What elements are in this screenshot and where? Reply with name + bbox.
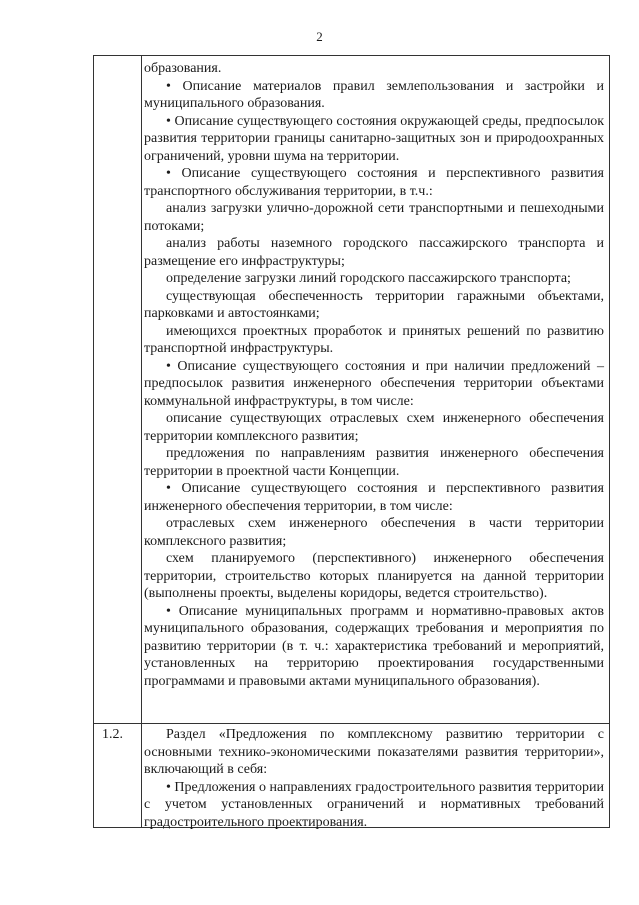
paragraph: определение загрузки линий городского пассажирского транспорта; [166,271,571,286]
paragraph: схем планируемого (перспективного) инженерного обеспечения территории, строительство которых планируется на данной территории (выполнены проекты, выделены коридоры, ведется строительство). [144,551,604,601]
page-number: 2 [316,29,323,44]
paragraph: Раздел «Предложения по комплексному развитию территории с основными технико-экономическими показателями развития территории», включающий в себя: [144,727,604,777]
paragraph: существующая обеспеченность территории гаражными объектами, парковками и автостоянками; [144,288,604,321]
paragraph: • Описание материалов правил землепользования и застройки и муниципального образования. [144,78,604,111]
row2-content [144,726,604,831]
paragraph: предложения по направлениям развития инженерного обеспечения территории в проектной части Концепции. [144,446,604,479]
paragraph: анализ загрузки улично-дорожной сети транспортными и пешеходными потоками; [144,201,604,234]
paragraph: имеющихся проектных проработок и принятых решений по развитию транспортной инфраструктуры. [144,323,604,356]
paragraph: • Описание существующего состояния и при наличии предложений – предпосылок развития инженерного обеспечения территории объектами коммунальной инфраструктуры, в том числе: [144,358,604,409]
row-divider [94,723,609,724]
row1-content [144,60,604,690]
paragraph: • Описание существующего состояния и перспективного развития инженерного обеспечения территории, в том числе: [144,481,604,514]
paragraph: описание существующих отраслевых схем инженерного обеспечения территории комплексного развития; [144,411,604,444]
column-divider [141,56,142,827]
paragraph: • Предложения о направлениях градостроительного развития территории с учетом установленных ограничений и нормативных требований градостроительного проектирования. [144,779,604,830]
paragraph: образования. [144,61,222,76]
paragraph: отраслевых схем инженерного обеспечения в части территории комплексного развития; [144,516,604,549]
paragraph: анализ работы наземного городского пассажирского транспорта и размещение его инфраструктуры; [144,236,604,269]
row-number-1-2: 1.2. [102,727,123,742]
paragraph: • Описание существующего состояния окружающей среды, предпосылок развития территории границы санитарно-защитных зон и природоохранных ограничений, уровни шума на территории. [144,113,604,164]
paragraph: • Описание существующего состояния и перспективного развития транспортного обслуживания территории, в т.ч.: [144,166,604,199]
paragraph: • Описание муниципальных программ и нормативно-правовых актов муниципального образования, содержащих требования и мероприятия по развитию территории (в т. ч.: характеристика требований и мероприятий, установленных на территорию проектирования государственными программами и правовыми актами муниципального образования). [144,603,604,689]
